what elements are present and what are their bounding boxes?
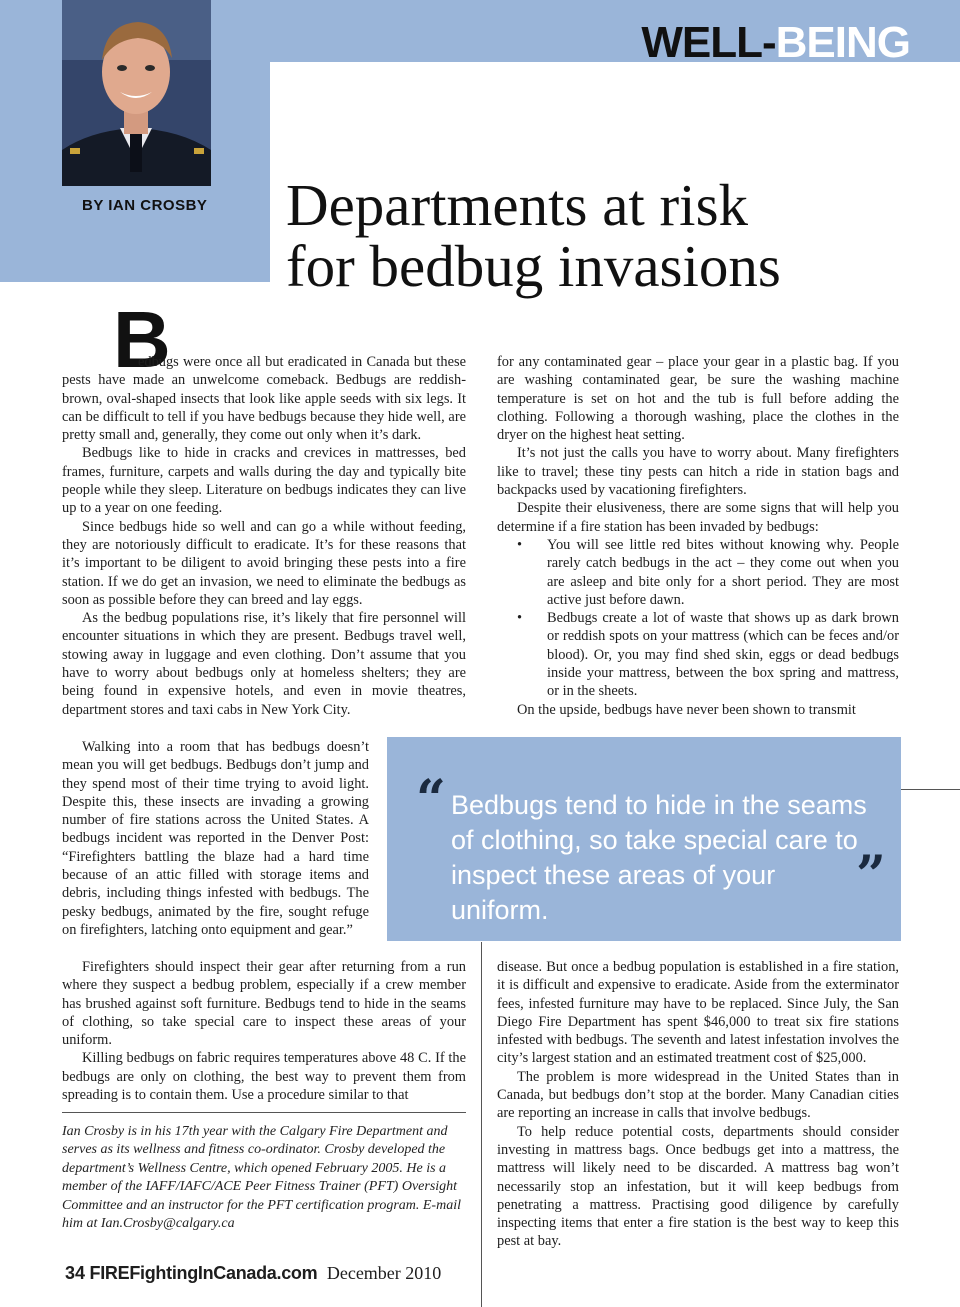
section-label: WELL-BEING (641, 18, 910, 67)
close-quote-mark: ” (856, 845, 886, 906)
drop-cap: B (113, 295, 171, 384)
author-photo (62, 0, 211, 186)
paragraph: Walking into a room that has bedbugs doesn’t mean you will get bedbugs. Bedbugs don’t jump and they spend most of their time trying to avoid light. Despite this, these insects are invading a growing number of fire stations across the United States. A bedbugs incident was reported in the Denver Post: “Firefighters battling the blaze had a hard time because of an attic filled with storage items and debris, including things infested with bedbugs. The pesky bedbugs, animated by the fire, sought refuge on firefighters, latching onto equipment and gear.” (62, 739, 369, 938)
page-number: 34 (65, 1263, 86, 1283)
title-line-1: Departments at risk (286, 172, 749, 238)
column-1-narrow (62, 738, 369, 939)
open-quote-mark: “ (416, 769, 446, 830)
article-title (286, 172, 926, 299)
paragraph: Since bedbugs hide so well and can go a while without feeding, they are notoriously difficult to eradicate. It’s for these reasons that it’s important to be diligent to avoid bringing these pests into a fire station. If we do get an invasion, we need to eliminate the bedbugs as soon as possible before they can breed and lay eggs. (62, 518, 466, 608)
column-1-top (62, 353, 466, 719)
column-divider (481, 942, 482, 1307)
column-2-bottom (497, 958, 899, 1251)
pull-quote-text: Bedbugs tend to hide in the seams of clothing, so take special care to inspect these areas of your uniform. (451, 790, 867, 925)
bio-divider (62, 1112, 466, 1113)
page-footer (65, 1263, 441, 1284)
paragraph: On the upside, bedbugs have never been shown to transmit (517, 701, 856, 718)
author-bio: Ian Crosby is in his 17th year with the Calgary Fire Department and serves as its wellness and fitness co-ordinator. Crosby developed the department’s Wellness Centre, which opened February 2005. He is a member of the IAFF/IAFC/ACE Peer Fitness Trainer (PFT) Oversight Committee and an instructor for the PFT certification program. E-mail him at Ian.Crosby@calgary.ca (62, 1124, 461, 1232)
paragraph: edbugs were once all but eradicated in Canada but these pests have made an unwelcome comeback. Bedbugs are reddish-brown, oval-shaped insects that look like apple seeds with six legs. It can be difficult to tell if you have bedbugs because they hide well, are pretty small and, generally, they come out only when it’s dark. (62, 354, 466, 444)
paragraph: To help reduce potential costs, departments should consider investing in mattress bags. Once bedbugs get into a mattress, the mattress will likely need to be discarded. A mattress bag won’t necessarily stop an infestation, but it will keep bedbugs from penetrating a mattress. Practising good diligence by carefully inspecting items that enter a fire station is the best way to keep this pest at bay. (497, 1123, 899, 1250)
paragraph: Bedbugs like to hide in cracks and crevices in mattresses, bed frames, furniture, carpets and walls during the day and typically bite people while they sleep. Literature on bedbugs indicates they can live up to a year on one feeding. (62, 445, 466, 517)
paragraph: for any contaminated gear – place your gear in a plastic bag. If you are washing contaminated gear, be sure the washing machine temperature is set on hot and the tub is full before adding the clothing. Following a thorough washing, place the clothes in the dryer on the highest heat setting. (497, 354, 899, 444)
list-item: • Bedbugs create a lot of waste that shows up as dark brown or reddish spots on your mattress (which can be feces and/or blood). Or, you may find shed skin, eggs or dead bedbugs inside your mattress, between the box spring and mattress, or in the sheets. (497, 609, 899, 700)
site-name: FIREFightingInCanada.com (89, 1263, 318, 1283)
paragraph: Firefighters should inspect their gear after returning from a run where they suspect a bedbug problem, especially if a crew member has brushed against soft furniture. Bedbugs tend to hide in the seams of clothing, so take special care to inspect these areas of your uniform. (62, 959, 466, 1049)
paragraph: Despite their elusiveness, there are some signs that will help you determine if a fire station has been invaded by bedbugs: (497, 500, 899, 535)
signs-list (497, 536, 899, 701)
issue-date: December 2010 (326, 1263, 442, 1283)
paragraph: The problem is more widespread in the United States than in Canada, but bedbugs don’t stop at the border. Many Canadian cities are reporting an increase in calls that involve bedbugs. (497, 1068, 899, 1122)
paragraph: disease. But once a bedbug population is established in a fire station, it is difficult and expensive to eradicate. Aside from the exterminator fees, infested furniture may have to be replaced. Since July, the San Diego Fire Department has spent $46,000 to treat six fire stations infested with bedbugs. The seventh and latest infestation involves the city’s largest station and an estimated treatment cost of $25,000. (497, 959, 899, 1067)
byline: BY IAN CROSBY (82, 197, 208, 214)
list-item: • You will see little red bites without knowing why. People rarely catch bedbugs in the act – they come out when you are asleep and bite only for a short period. They are most active just before dawn. (497, 536, 899, 609)
title-line-2: for bedbug invasions (286, 233, 781, 299)
paragraph: It’s not just the calls you have to worry about. Many firefighters like to travel; these tiny pests can hitch a ride in station bags and backpacks used by vacationing firefighters. (497, 445, 899, 499)
column-1-bottom (62, 958, 466, 1104)
divider (901, 789, 960, 790)
paragraph: Killing bedbugs on fabric requires temperatures above 48 C. If the bedbugs are only on clothing, the best way to prevent them from spreading is to contain them. Use a procedure similar to that (62, 1050, 466, 1104)
column-2-top (497, 353, 899, 719)
paragraph: As the bedbug populations rise, it’s likely that fire personnel will encounter situations in which they are present. Bedbugs travel well, stowing away in luggage and even clothing. Don’t assume that you have to worry about bedbugs only at homeless shelters; they are being found in expensive hotels, and even in movie theatres, department stores and taxi cabs in New York City. (62, 610, 466, 718)
